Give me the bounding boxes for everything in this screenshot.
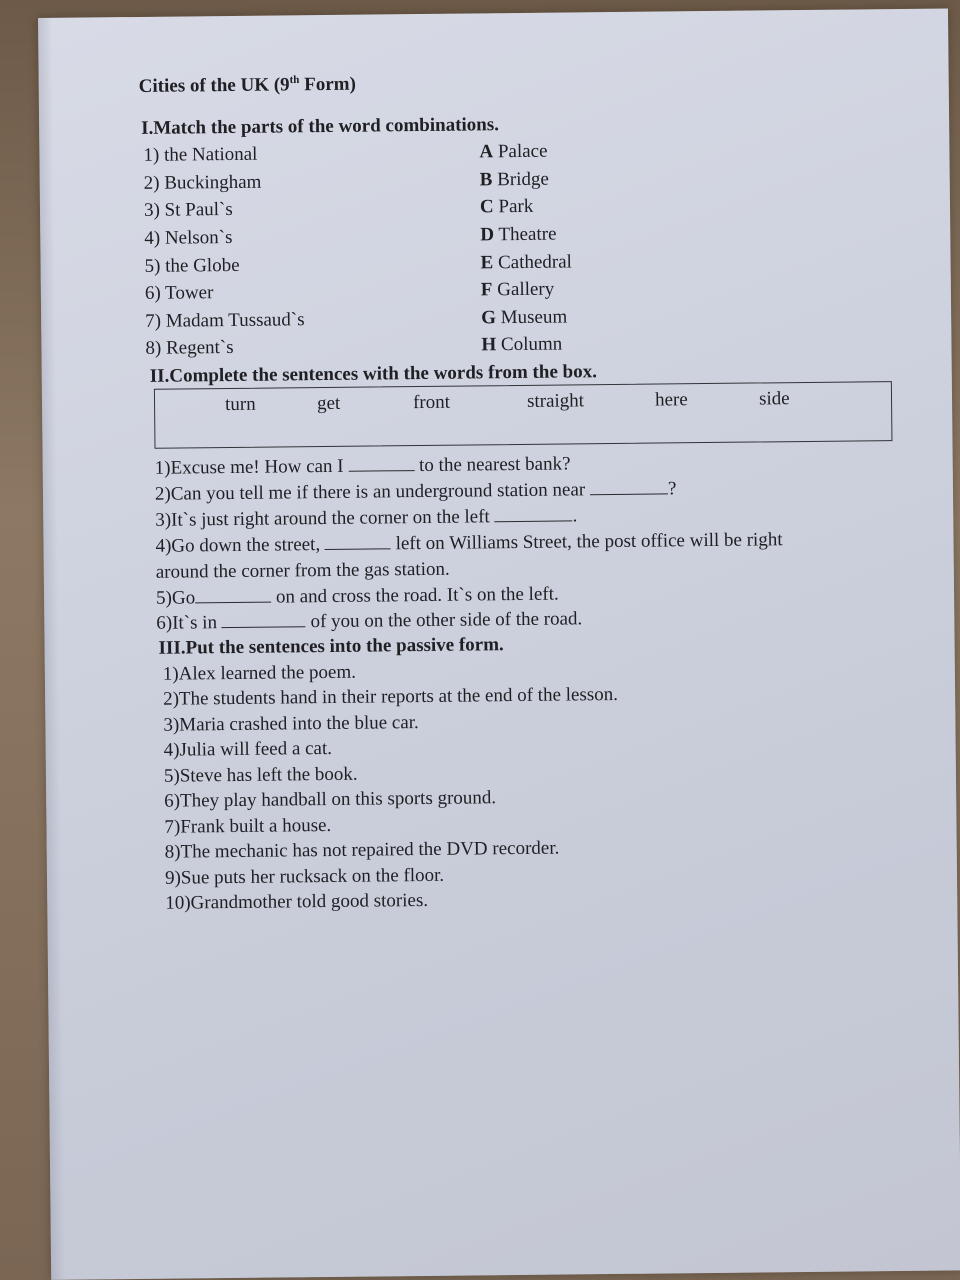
worksheet-content [38,8,960,1279]
sentence-text: of you on the other side of the road. [310,608,583,633]
sentence-text: 1)Excuse me! How can I [154,455,344,479]
sentence-3 [155,504,577,532]
sentence-text: left on Williams Street, the post office will be right [395,529,783,555]
match-left-item: 7) Madam Tussaud`s [145,309,305,332]
match-letter: G [481,307,497,329]
passive-item: 4)Julia will feed a cat. [163,737,333,761]
match-left-item: 2) Buckingham [143,171,262,194]
sentence-text: 6)It`s in [156,612,218,634]
match-right-item [481,278,555,303]
match-letter: F [480,279,493,301]
match-word: Theatre [498,223,557,246]
box-word: side [758,388,790,410]
answer-blank [494,506,572,522]
answer-blank [195,588,271,604]
box-word: turn [224,393,256,416]
sentence-text: . [572,505,578,527]
sentence-text: 2)Can you tell me if there is an underground station near [154,479,586,505]
section-2-heading: II.Complete the sentences with the words from the box. [149,361,598,387]
match-right-item [480,168,549,193]
title-rest: Form) [299,73,356,96]
sentence-text: 3)It`s just right around the corner on the left [155,506,490,531]
sentence-text: ? [667,478,677,500]
box-word: front [412,391,451,414]
answer-blank [325,534,391,550]
match-letter: H [481,334,497,356]
sentence-4 [155,528,782,559]
answer-blank [348,456,414,472]
match-left-item: 6) Tower [144,282,214,304]
match-word: Bridge [497,168,549,191]
box-word: here [654,389,688,411]
match-word: Gallery [497,278,555,301]
passive-item: 6)They play handball on this sports ground. [164,787,497,812]
match-right-item [480,223,556,248]
match-left-item: 3) St Paul`s [143,198,233,221]
sentence-1 [155,452,571,480]
match-right-item [479,140,547,165]
sentence-text: to the nearest bank? [418,453,571,477]
worksheet-page [38,8,960,1279]
sentence-6 [156,607,582,635]
match-word: Palace [497,140,548,163]
match-left-item: 4) Nelson`s [144,226,233,249]
passive-item: 7)Frank built a house. [164,814,332,838]
match-letter: C [479,196,494,218]
match-left-item: 1) the National [143,143,258,166]
passive-item: 1)Alex learned the poem. [162,661,357,685]
word-box [154,381,893,449]
match-word: Park [498,195,534,218]
sentence-5 [156,583,559,611]
answer-blank [222,612,306,628]
match-letter: D [480,224,495,246]
match-letter: A [479,141,494,163]
match-left-item: 8) Regent`s [145,336,234,359]
match-left-item: 5) the Globe [144,254,240,277]
match-word: Museum [500,306,568,329]
sentence-2 [155,477,677,506]
box-word: get [316,392,341,415]
passive-item: 8)The mechanic has not repaired the DVD recorder. [164,837,560,863]
match-word: Column [500,333,563,356]
passive-item: 2)The students hand in their reports at the end of the lesson. [163,683,619,710]
match-letter: B [479,169,493,191]
passive-item: 9)Sue puts her rucksack on the floor. [164,864,445,889]
match-letter: E [480,252,494,274]
match-right-item [481,333,562,358]
match-right-item [481,305,567,330]
title-text: Cities of the UK (9 [138,74,290,97]
answer-blank [590,479,668,495]
match-word: Cathedral [497,251,572,274]
match-right-item [480,195,534,220]
page-title [139,73,356,99]
passive-item: 10)Grandmother told good stories. [165,889,429,914]
passive-item: 5)Steve has left the book. [163,763,358,787]
box-word: straight [526,390,585,412]
sentence-text: on and cross the road. It`s on the left. [275,583,559,608]
sentence-text: 4)Go down the street, [155,534,321,557]
passive-item: 3)Maria crashed into the blue car. [163,712,419,736]
match-right-item [480,250,572,275]
section-1-heading: I.Match the parts of the word combinations. [141,114,500,139]
section-3-heading: III.Put the sentences into the passive form. [158,634,504,659]
sentence-4-continued: around the corner from the gas station. [155,558,450,583]
sentence-text: 5)Go [155,587,196,609]
title-superscript: th [289,73,300,87]
